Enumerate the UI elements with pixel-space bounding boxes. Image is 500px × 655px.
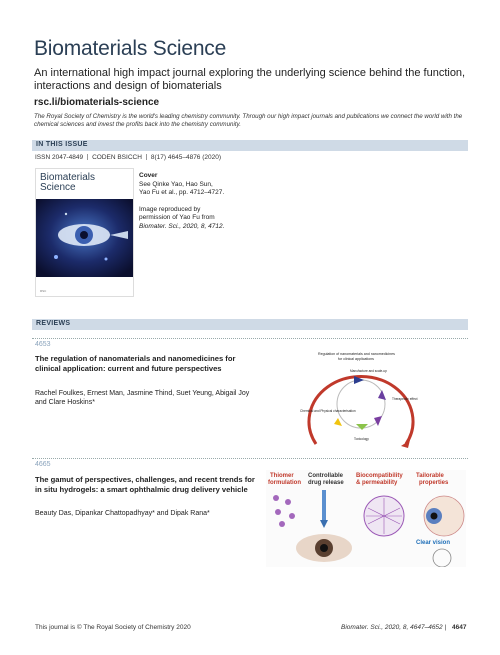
divider [32, 338, 468, 339]
fig2-label4-line2: properties [419, 480, 449, 486]
cover-image[interactable] [35, 168, 134, 297]
footer-copyright: This journal is © The Royal Society of Chemistry 2020 [35, 624, 191, 631]
issn-line [35, 154, 221, 161]
cover-label: Cover [139, 172, 158, 179]
issn: ISSN 2047-4849 [35, 154, 84, 161]
page-number: 4647 [451, 624, 467, 631]
journal-url[interactable]: rsc.li/biomaterials-science [34, 97, 160, 108]
fig2-label3-line1: Biocompatibility [356, 473, 403, 479]
fig2-label2-line1: Controllable [308, 473, 344, 479]
cover-authors-line1: See Qinke Yao, Hao Sun, [139, 180, 213, 188]
regulation-cycle-figure [298, 348, 468, 450]
fig2-label5: Clear vision [416, 540, 451, 546]
fig2-label4-line1: Tailorable [416, 473, 444, 479]
cover-title-line1: Biomaterials [40, 172, 96, 183]
article-title[interactable]: The regulation of nanomaterials and nanomedicines for clinical application: current and future perspectives [35, 354, 236, 373]
footer-citation: Biomater. Sci., 2020, 8, 4647–4652 | 4647 [341, 624, 467, 631]
reviews-bar [32, 319, 468, 330]
article-page-number: 4653 [35, 341, 51, 348]
journal-tagline: An international high impact journal exploring the underlying science behind the function, interactions and design of biomaterials [34, 67, 466, 92]
article-authors: Beauty Das, Dipankar Chattopadhyay* and Dipak Rana* [35, 510, 210, 517]
reviews-heading: REVIEWS [36, 320, 71, 327]
cover-title-line2: Science [40, 182, 76, 193]
coden: CODEN BSICCH [92, 154, 142, 161]
journal-title: Biomaterials Science [34, 37, 227, 60]
cover-credit-line2: permission of Yao Fu from [139, 214, 215, 221]
fig1-title-line2: for clinical applications [338, 357, 374, 361]
cover-title [40, 173, 95, 193]
divider [32, 458, 468, 459]
cover-credit-line1: Image reproduced by [139, 205, 201, 213]
in-this-issue-heading: IN THIS ISSUE [36, 141, 88, 148]
hydrogel-figure [266, 470, 466, 567]
fig2-label1-line1: Thiomer [270, 473, 294, 479]
article-title[interactable]: The gamut of perspectives, challenges, and recent trends for in situ hydrogels: a smart ophthalmic drug delivery vehicle [35, 475, 255, 494]
in-this-issue-bar [32, 140, 468, 151]
fig2-label2-line2: drug release [308, 480, 344, 486]
fig2-label3-line2: & permeability [356, 480, 398, 486]
fig1-stage-left: Chemical and Physical characterisation [300, 409, 356, 413]
fig1-stage-right: Therapeutic effect [392, 397, 418, 401]
fig2-label1-line2: formulation [268, 480, 301, 486]
cover-artwork [36, 199, 133, 277]
article-page-number: 4665 [35, 461, 51, 468]
volume: 8(17) 4645–4876 (2020) [150, 154, 222, 161]
fig1-title-line1: Regulation of nanomaterials and nanomedicines [318, 352, 395, 356]
rsc-note: The Royal Society of Chemistry is the world's leading chemistry community. Through our high impact journals and publications we connect the world with the chemical sciences and invest the profits back into the chemistry community. [34, 113, 463, 128]
cover-caption [139, 172, 259, 231]
article-authors: Rachel Foulkes, Ernest Man, Jasmine Thind, Suet Yeung, Abigail Joy and Clare Hoskins* [35, 390, 250, 406]
fig1-stage-top: Manufacture and scale-up [350, 369, 387, 373]
fig1-stage-bottom: Toxicology [354, 437, 369, 441]
cover-credit-line3: Biomater. Sci., 2020, 8, 4712. [139, 222, 225, 230]
footer-citation-text: Biomater. Sci., 2020, 8, 4647–4652 [341, 624, 443, 631]
cover-footer-logo: RSC [40, 289, 47, 293]
cover-authors-line2: Yao Fu et al., pp. 4712–4727. [139, 189, 225, 196]
